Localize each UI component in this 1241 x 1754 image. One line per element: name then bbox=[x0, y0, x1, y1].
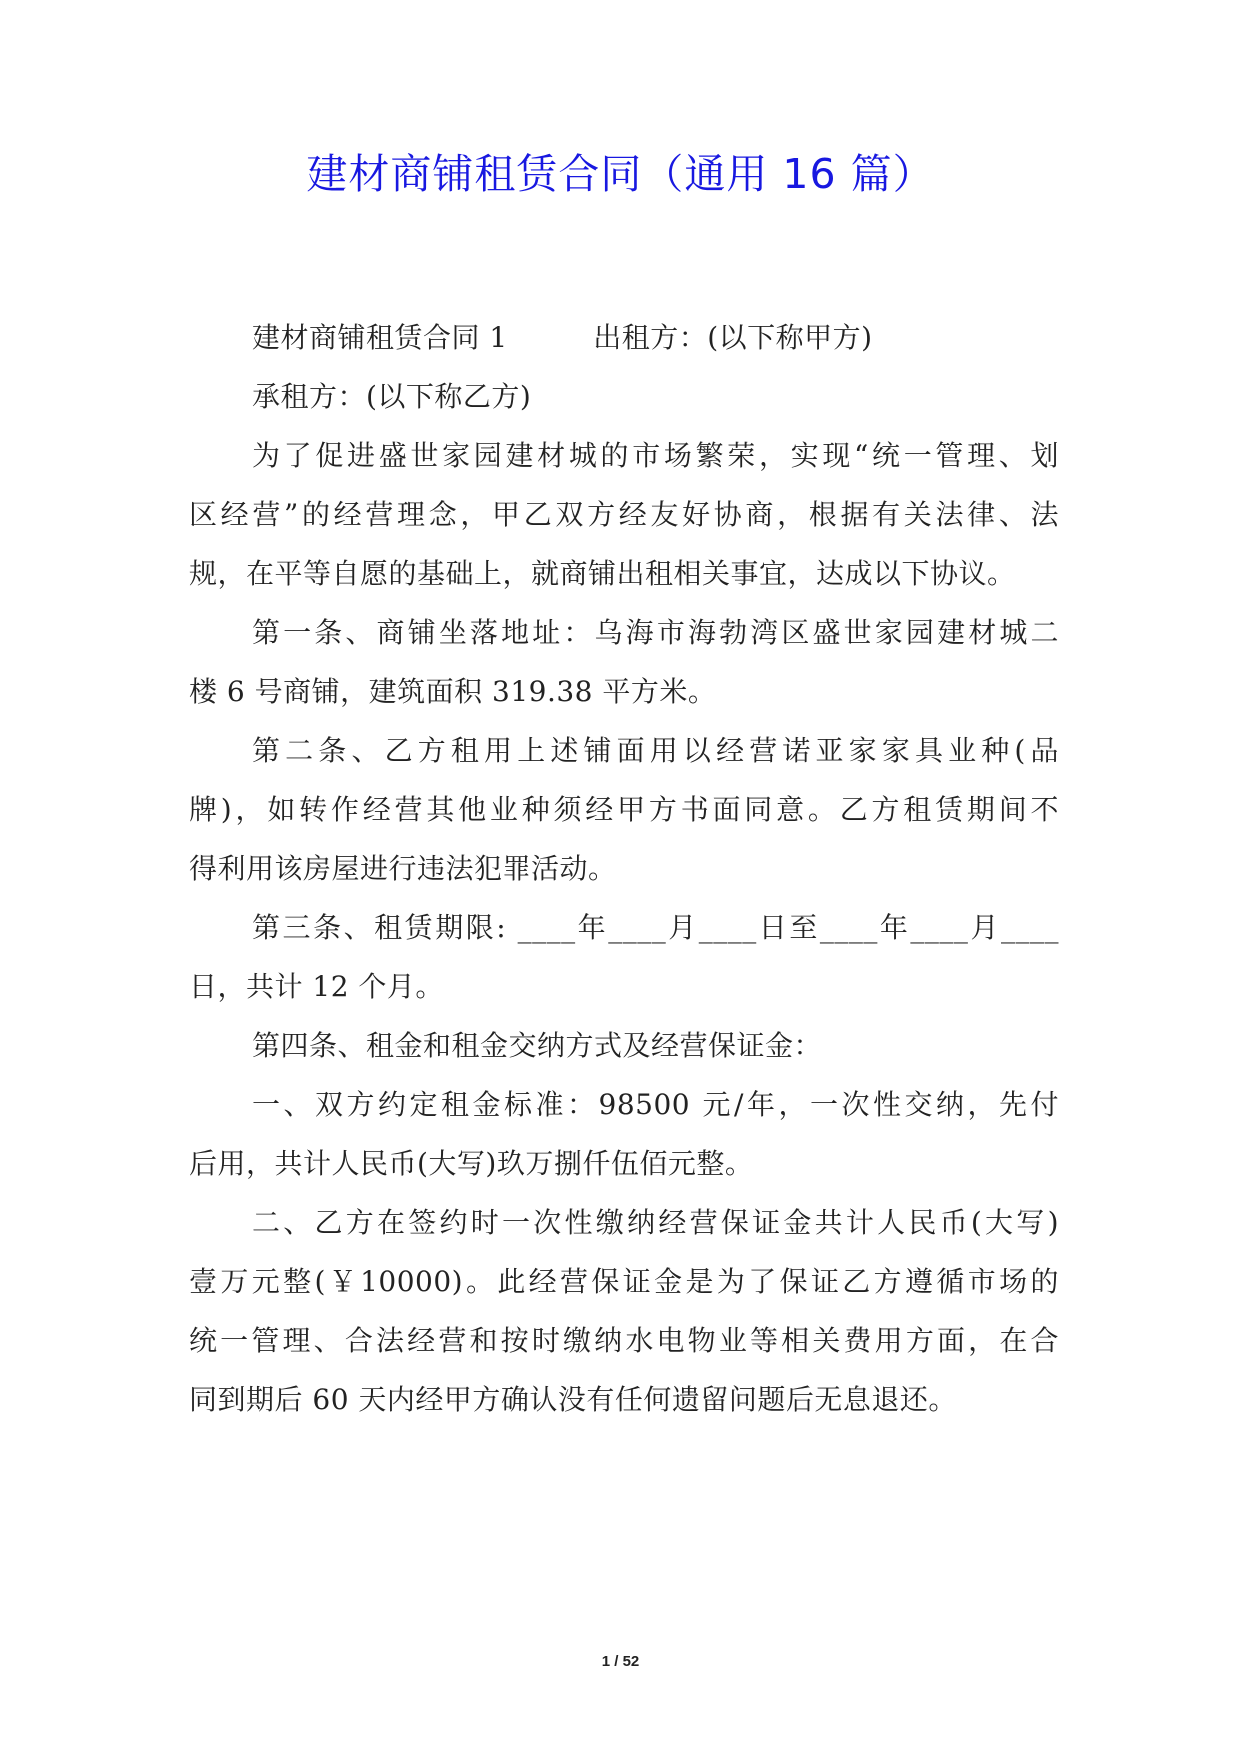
paragraph-line: 第一条、商铺坐落地址：乌海市海勃湾区盛世家园建材城二 bbox=[252, 616, 1059, 649]
paragraph-line: 一、双方约定租金标准：98500 元/年，一次性交纳，先付 bbox=[252, 1088, 1059, 1121]
paragraph-line: 日，共计 12 个月。 bbox=[189, 970, 444, 1003]
paragraph-line: 区经营”的经营理念，甲乙双方经友好协商，根据有关法律、法 bbox=[189, 498, 1059, 531]
paragraph-line: 第三条、租赁期限: ____年____月____日至____年____月____ bbox=[252, 911, 1059, 944]
paragraph-line: 同到期后 60 天内经甲方确认没有任何遗留问题后无息退还。 bbox=[189, 1383, 957, 1416]
paragraph-line: 壹万元整(￥10000)。此经营保证金是为了保证乙方遵循市场的 bbox=[189, 1265, 1059, 1298]
paragraph-line: 牌)，如转作经营其他业种须经甲方书面同意。乙方租赁期间不 bbox=[189, 793, 1059, 826]
paragraph-line: 承租方：(以下称乙方) bbox=[252, 380, 532, 413]
paragraph-line: 统一管理、合法经营和按时缴纳水电物业等相关费用方面，在合 bbox=[189, 1324, 1059, 1357]
paragraph-line: 规，在平等自愿的基础上，就商铺出租相关事宜，达成以下协议。 bbox=[189, 557, 1016, 590]
paragraph-line: 第四条、租金和租金交纳方式及经营保证金： bbox=[252, 1029, 823, 1062]
paragraph-line: 二、乙方在签约时一次性缴纳经营保证金共计人民币(大写) bbox=[252, 1206, 1059, 1239]
paragraph-line: 得利用该房屋进行违法犯罪活动。 bbox=[189, 852, 617, 885]
paragraph-line: 楼 6 号商铺，建筑面积 319.38 平方米。 bbox=[189, 675, 717, 708]
page-number: 1 / 52 bbox=[601, 1653, 640, 1670]
paragraph-line: 第二条、乙方租用上述铺面用以经营诺亚家家具业种(品 bbox=[252, 734, 1059, 767]
paragraph-line: 建材商铺租赁合同 1 出租方：(以下称甲方) bbox=[252, 321, 873, 354]
paragraph-line: 为了促进盛世家园建材城的市场繁荣，实现“统一管理、划 bbox=[252, 439, 1059, 472]
document-title: 建材商铺租赁合同（通用 16 篇） bbox=[306, 150, 935, 198]
paragraph-line: 后用，共计人民币(大写)玖万捌仟伍佰元整。 bbox=[189, 1147, 754, 1180]
